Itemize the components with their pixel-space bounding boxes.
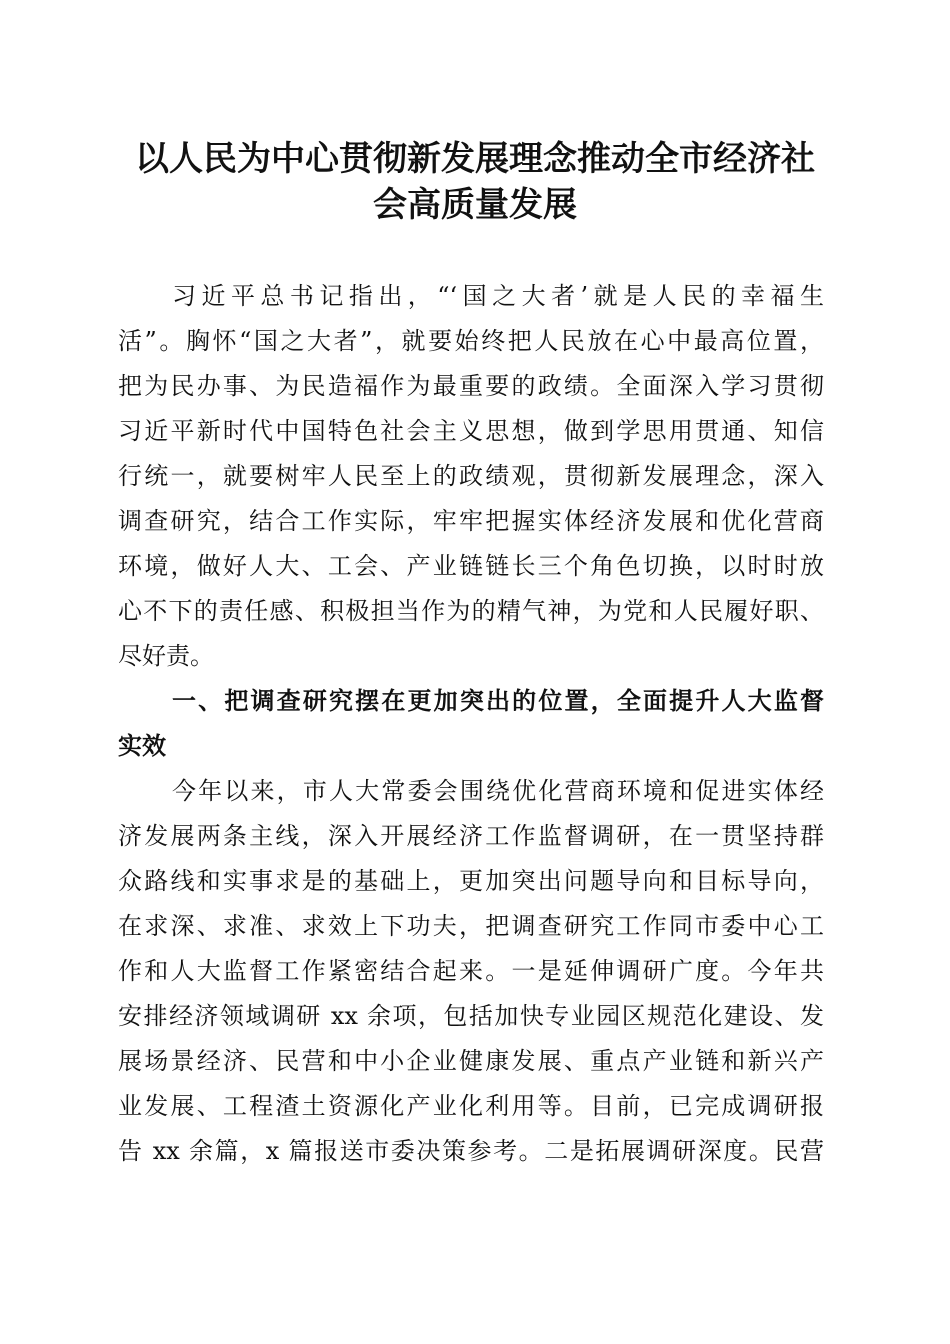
section-heading	[118, 679, 824, 769]
text-line: 心不下的责任感、积极担当作为的精气神，为党和人民履好职、	[118, 597, 824, 625]
text-line: 业发展、工程渣土资源化产业化利用等。目前，已完成调研报	[118, 1092, 824, 1120]
text-line: 在求深、求准、求效上下功夫，把调查研究工作同市委中心工	[118, 912, 824, 940]
text-line: 一、把调查研究摆在更加突出的位置，全面提升人大监督	[172, 687, 824, 715]
document-body	[118, 274, 824, 1174]
text-line: 环境，做好人大、工会、产业链链长三个角色切换，以时时放	[118, 552, 824, 580]
text-line: 行统一，就要树牢人民至上的政绩观，贯彻新发展理念，深入	[118, 462, 824, 490]
text-line: 济发展两条主线，深入开展经济工作监督调研，在一贯坚持群	[118, 822, 824, 850]
text-line: 作和人大监督工作紧密结合起来。一是延伸调研广度。今年共	[118, 957, 824, 985]
paragraph	[118, 769, 824, 1174]
text-line: 把为民办事、为民造福作为最重要的政绩。全面深入学习贯彻	[118, 372, 824, 400]
title-line: 会高质量发展	[373, 185, 577, 225]
title-line: 以人民为中心贯彻新发展理念推动全市经济社	[135, 139, 815, 179]
paragraph	[118, 274, 824, 679]
text-line: 安排经济领域调研 xx 余项，包括加快专业园区规范化建设、发	[118, 1002, 824, 1030]
text-line: 习近平新时代中国特色社会主义思想，做到学思用贯通、知信	[118, 417, 824, 445]
text-line: 今年以来，市人大常委会围绕优化营商环境和促进实体经	[172, 777, 824, 805]
text-line: 展场景经济、民营和中小企业健康发展、重点产业链和新兴产	[118, 1047, 824, 1075]
text-line: 众路线和实事求是的基础上，更加突出问题导向和目标导向，	[118, 867, 824, 895]
text-line: 活”。胸怀“国之大者”，就要始终把人民放在心中最高位置，	[118, 327, 824, 355]
text-line: 告 xx 余篇，x 篇报送市委决策参考。二是拓展调研深度。民营	[118, 1137, 824, 1165]
document-title	[110, 136, 840, 228]
text-line: 尽好责。	[118, 642, 214, 670]
text-line: 调查研究，结合工作实际，牢牢把握实体经济发展和优化营商	[118, 507, 824, 535]
text-line: 实效	[118, 732, 166, 760]
text-line: 习近平总书记指出，“‘国之大者’就是人民的幸福生	[172, 282, 824, 310]
